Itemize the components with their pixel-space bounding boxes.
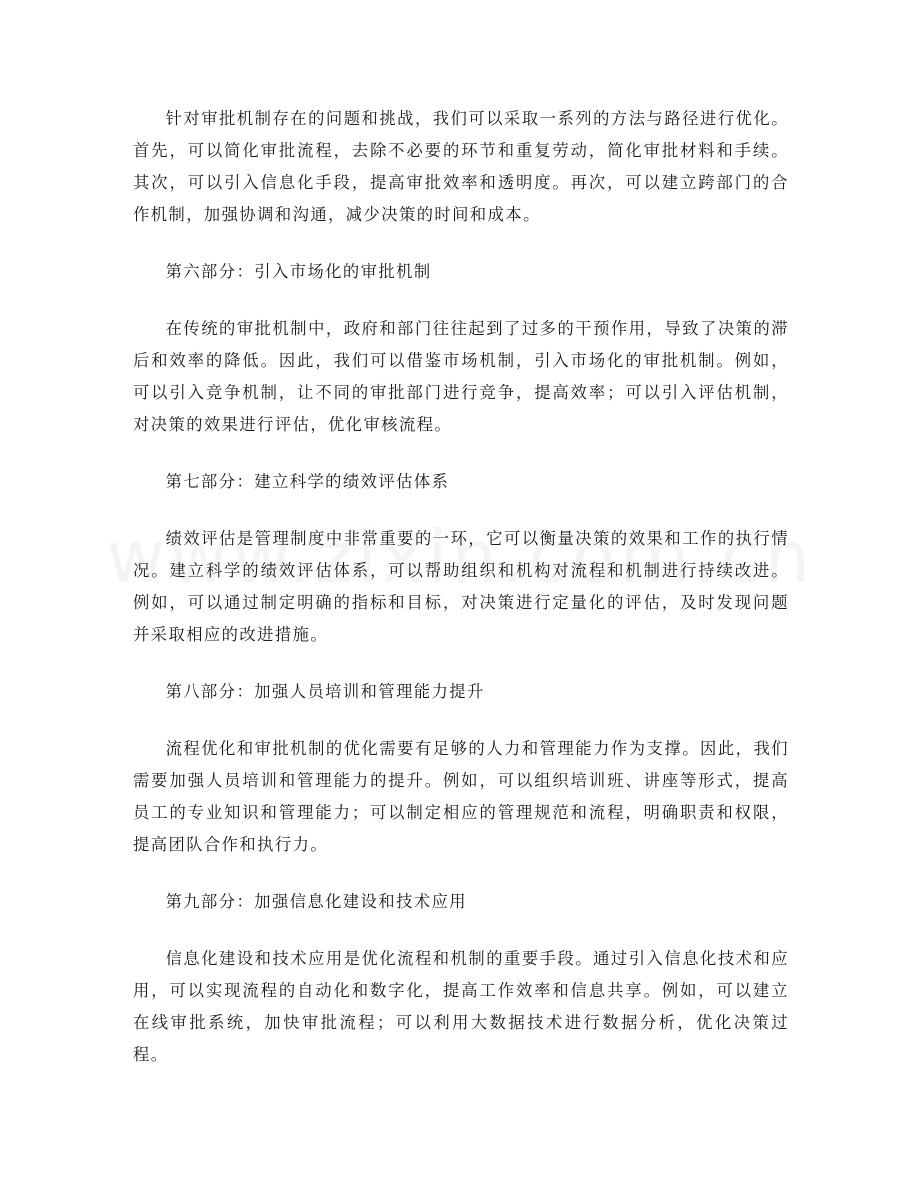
paragraph-performance-evaluation: 绩效评估是管理制度中非常重要的一环，它可以衡量决策的效果和工作的执行情况。建立科学的绩效评估体系，可以帮助组织和机构对流程和机制进行持续改进。例如，可以通过制定明确的指标和目标，对决策进行定量化的评估，及时发现问题并采取相应的改进措施。 xyxy=(133,529,789,644)
section-heading-8: 第八部分：加强人员培训和管理能力提升 xyxy=(165,682,485,701)
paragraph-market-approval: 在传统的审批机制中，政府和部门往往起到了过多的干预作用，导致了决策的滞后和效率的降低。因此，我们可以借鉴市场机制，引入市场化的审批机制。例如，可以引入竞争机制，让不同的审批部门进行竞争，提高效率；可以引入评估机制，对决策的效果进行评估，优化审核流程。 xyxy=(133,319,789,434)
paragraph-staff-training: 流程优化和审批机制的优化需要有足够的人力和管理能力作为支撑。因此，我们需要加强人员培训和管理能力的提升。例如，可以组织培训班、讲座等形式，提高员工的专业知识和管理能力；可以制定相应的管理规范和流程，明确职责和权限，提高团队合作和执行力。 xyxy=(133,739,789,854)
section-heading-7: 第七部分：建立科学的绩效评估体系 xyxy=(165,472,450,491)
document-body xyxy=(133,103,789,1096)
paragraph-approval-optimization: 针对审批机制存在的问题和挑战，我们可以采取一系列的方法与路径进行优化。首先，可以简化审批流程，去除不必要的环节和重复劳动，简化审批材料和手续。其次，可以引入信息化手段，提高审批效率和透明度。再次，可以建立跨部门的合作机制，加强协调和沟通，减少决策的时间和成本。 xyxy=(133,109,789,224)
section-heading-6: 第六部分：引入市场化的审批机制 xyxy=(165,262,432,281)
section-heading-9: 第九部分：加强信息化建设和技术应用 xyxy=(165,892,468,911)
paragraph-informatization: 信息化建设和技术应用是优化流程和机制的重要手段。通过引入信息化技术和应用，可以实现流程的自动化和数字化，提高工作效率和信息共享。例如，可以建立在线审批系统，加快审批流程；可以利用大数据技术进行数据分析，优化决策过程。 xyxy=(133,949,789,1064)
